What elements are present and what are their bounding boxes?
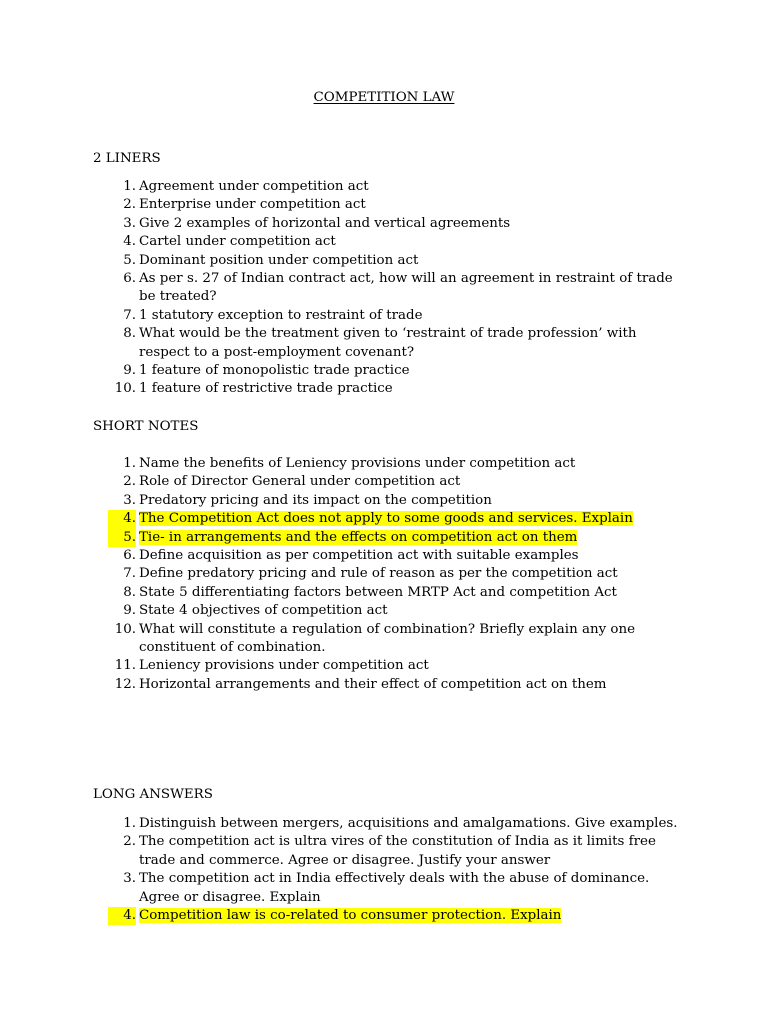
list-item-text: Horizontal arrangements and their effect of competition act on them bbox=[139, 676, 607, 692]
list-item-text: Distinguish between mergers, acquisitions and amalgamations. Give examples. bbox=[139, 816, 678, 831]
list-item-text: What would be the treatment given to ‘restraint of trade profession’ with respect to a post-employment covenant? bbox=[139, 326, 637, 360]
list-item-number: 4. bbox=[108, 510, 136, 528]
list-item-text: Dominant position under competition act bbox=[139, 252, 419, 268]
list-item-number: 1. bbox=[123, 456, 136, 471]
list-item bbox=[0, 676, 679, 694]
list-item-text: 1 statutory exception to restraint of trade bbox=[139, 307, 423, 323]
list-item-text: Agreement under competition act bbox=[139, 179, 369, 194]
list-item-text: Give 2 examples of horizontal and vertical agreements bbox=[139, 215, 511, 231]
list-item-text: 1 feature of monopolistic trade practice bbox=[139, 363, 410, 379]
list-item-number: 1. bbox=[123, 816, 136, 831]
list-item-number: 2. bbox=[123, 474, 136, 490]
list-item bbox=[0, 621, 679, 658]
list-item-text: What will constitute a regulation of combination? Briefly explain any one constituent of combination. bbox=[139, 621, 635, 656]
list-item-text-highlighted: Competition law is co-related to consumer protection. Explain bbox=[139, 908, 562, 924]
list-item bbox=[0, 510, 679, 528]
list-item-text: As per s. 27 of Indian contract act, how will an agreement in restraint of trade be treated? bbox=[139, 271, 673, 305]
list-item-text: Define predatory pricing and rule of reason as per the competition act bbox=[139, 566, 618, 582]
list-item-number: 11. bbox=[114, 658, 136, 674]
list-item bbox=[0, 833, 679, 870]
list-item bbox=[0, 380, 679, 398]
list-item bbox=[0, 547, 679, 565]
list-item-number: 8. bbox=[123, 326, 136, 342]
list-item-number: 9. bbox=[123, 603, 136, 619]
heading-long-answers: LONG ANSWERS bbox=[93, 787, 213, 802]
list-item-text: Role of Director General under competition act bbox=[139, 474, 461, 490]
list-item-number: 6. bbox=[123, 271, 136, 287]
list-item-text: Define acquisition as per competition act with suitable examples bbox=[139, 548, 579, 564]
list-item-text: The competition act in India effectively deals with the abuse of dominance. Agree or disagree. Explain bbox=[139, 871, 650, 905]
list-item-number: 2. bbox=[123, 834, 136, 850]
list-item-text: The competition act is ultra vires of the constitution of India as it limits free trade and commerce. Agree or disagree. Justify your answer bbox=[139, 834, 656, 868]
list-item bbox=[0, 215, 679, 233]
list-item-text: State 5 differentiating factors between MRTP Act and competition Act bbox=[139, 584, 617, 600]
list-item bbox=[0, 325, 679, 362]
list-item-number: 7. bbox=[123, 566, 136, 582]
document-title-text: COMPETITION LAW bbox=[313, 90, 455, 105]
list-item bbox=[0, 870, 679, 907]
list-item-number: 2. bbox=[123, 197, 136, 213]
list-item bbox=[0, 455, 679, 473]
list-item-text: Predatory pricing and its impact on the competition bbox=[139, 492, 492, 508]
list-item-text: Cartel under competition act bbox=[139, 234, 336, 250]
list-item-number: 10. bbox=[114, 621, 136, 637]
list-item-text: 1 feature of restrictive trade practice bbox=[139, 381, 393, 397]
list-item-number: 12. bbox=[114, 676, 136, 692]
list-item bbox=[0, 529, 679, 547]
list-item bbox=[0, 907, 679, 925]
list-item-number: 4. bbox=[108, 907, 136, 925]
list-item-text-highlighted: The Competition Act does not apply to some goods and services. Explain bbox=[139, 511, 633, 527]
list-item-number: 3. bbox=[123, 871, 136, 887]
list-2-liners bbox=[0, 178, 768, 399]
list-item bbox=[0, 178, 679, 196]
list-item-number: 4. bbox=[123, 234, 136, 250]
list-item bbox=[0, 602, 679, 620]
list-short-notes bbox=[0, 455, 768, 694]
list-item bbox=[0, 270, 679, 307]
list-item-number: 9. bbox=[123, 363, 136, 379]
list-item bbox=[0, 473, 679, 491]
list-item-text-highlighted: Tie- in arrangements and the effects on competition act on them bbox=[139, 529, 578, 545]
list-item bbox=[0, 362, 679, 380]
list-item-number: 6. bbox=[123, 548, 136, 564]
list-item-number: 5. bbox=[108, 529, 136, 547]
list-long-answers bbox=[0, 815, 768, 925]
list-item bbox=[0, 492, 679, 510]
heading-short-notes: SHORT NOTES bbox=[93, 419, 199, 434]
list-item-number: 3. bbox=[123, 492, 136, 508]
list-item bbox=[0, 565, 679, 583]
list-item-text: Leniency provisions under competition act bbox=[139, 658, 429, 674]
list-item bbox=[0, 657, 679, 675]
list-item bbox=[0, 307, 679, 325]
list-item-number: 3. bbox=[123, 215, 136, 231]
list-item-number: 1. bbox=[123, 179, 136, 194]
list-item bbox=[0, 196, 679, 214]
list-item-text: Name the benefits of Leniency provisions under competition act bbox=[139, 456, 576, 471]
list-item bbox=[0, 252, 679, 270]
list-item-number: 8. bbox=[123, 584, 136, 600]
document-title bbox=[0, 88, 768, 108]
list-item-number: 7. bbox=[123, 307, 136, 323]
heading-2-liners: 2 LINERS bbox=[93, 151, 161, 166]
list-item bbox=[0, 584, 679, 602]
list-item bbox=[0, 815, 679, 833]
list-item-text: Enterprise under competition act bbox=[139, 197, 366, 213]
list-item-number: 5. bbox=[123, 252, 136, 268]
list-item-text: State 4 objectives of competition act bbox=[139, 603, 388, 619]
list-item bbox=[0, 233, 679, 251]
list-item-number: 10. bbox=[114, 381, 136, 397]
